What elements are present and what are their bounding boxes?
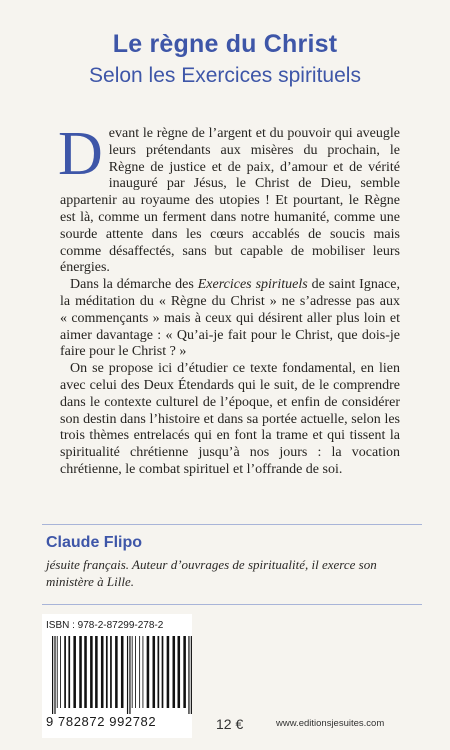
author-bio: jésuite français. Auteur d’ouvrages de spiritualité, il exerce son ministère à Lille.	[46, 557, 377, 589]
barcode-bar	[132, 636, 133, 708]
barcode-bar	[173, 636, 176, 708]
barcode-bar	[191, 636, 192, 714]
divider-top	[42, 524, 422, 525]
publisher-website: www.editionsjesuites.com	[276, 718, 385, 729]
barcode-bar	[178, 636, 181, 708]
barcode-bar	[115, 636, 118, 708]
barcode-bar	[73, 636, 76, 708]
book-title: Le règne du Christ	[112, 30, 338, 58]
barcode-bar	[147, 636, 150, 708]
blurb-paragraph-2-start: Dans la démarche des	[70, 277, 198, 293]
barcode-bar	[183, 636, 186, 708]
barcode-bar	[127, 636, 128, 714]
barcode-bar	[68, 636, 70, 708]
barcode-bar	[162, 636, 164, 708]
blurb-paragraph-2	[60, 277, 400, 361]
barcode-bar	[158, 636, 160, 708]
barcode-bar	[90, 636, 93, 708]
book-subtitle: Selon les Exercices spirituels	[89, 64, 361, 87]
blurb-paragraph-2-end: de saint Ignace, la méditation du « Règne du Christ » ne s’adresse pas aux « commençants » mais à ceux qui désirent aller plus loin et aimer davantage : « Qu’ai-je fait pour le Christ, que dois-je faire pour le Christ ? »	[60, 277, 400, 360]
blurb-paragraph-3: On se propose ici d’étudier ce texte fondamental, en lien avec celui des Deux Étendards qui le suit, de le comprendre dans le contexte culturel de l’époque, et enfin de considérer son destin dans l’histoire et dans sa portée actuelle, selon les trois thèmes entrelacés qui en font la trame et qui tissent la spiritualité chrétienne jusqu’à nos jours : la vocation chrétienne, le combat spirituel et l’offrande de soi.	[60, 361, 400, 477]
back-cover-blurb	[58, 120, 400, 479]
barcode-bar	[64, 636, 66, 708]
barcode-bar	[57, 636, 58, 708]
barcode-bar	[52, 636, 53, 714]
barcode-bar	[110, 636, 112, 708]
blurb-paragraph-1-text: evant le règne de l’argent et du pouvoir qui aveugle leurs prétendants aux misères du prochain, le Règne de justice et de paix, d’amour et de vérité inauguré par Jésus, le Christ de Dieu, semble appartenir au royaume des utopies ! Et pourtant, le Règne est là, comme un ferment dans notre humanité, comme une sourde attente dans les cœurs accablés de soucis mais comme désaffectés, sans but capable de mobiliser leurs énergies.	[60, 126, 400, 276]
barcode-bar	[84, 636, 87, 708]
barcode-area	[42, 614, 192, 738]
barcode-bar	[106, 636, 108, 708]
barcode-bar	[121, 636, 124, 708]
barcode-bar	[143, 636, 144, 708]
barcode-bar	[129, 636, 130, 714]
barcode-bar	[101, 636, 104, 708]
barcode-bar	[95, 636, 98, 708]
divider-bottom	[42, 604, 422, 605]
author-name: Claude Flipo	[46, 534, 142, 551]
barcode-bar	[188, 636, 189, 714]
blurb-italic-work-title: Exercices spirituels	[197, 277, 308, 293]
barcode-bar	[54, 636, 55, 714]
barcode-digits: 9 782872 992782	[46, 714, 157, 729]
price: 12 €	[216, 716, 244, 732]
barcode-image	[42, 634, 192, 714]
blurb-paragraph-1	[58, 120, 400, 277]
barcode-bar	[153, 636, 156, 708]
barcode-bar	[60, 636, 61, 708]
barcode-bar	[139, 636, 140, 708]
isbn-label: ISBN : 978-2-87299-278-2	[46, 620, 164, 631]
barcode-bar	[167, 636, 170, 708]
barcode-bar	[79, 636, 82, 708]
barcode-bar	[135, 636, 136, 708]
drop-cap: D	[58, 120, 103, 188]
